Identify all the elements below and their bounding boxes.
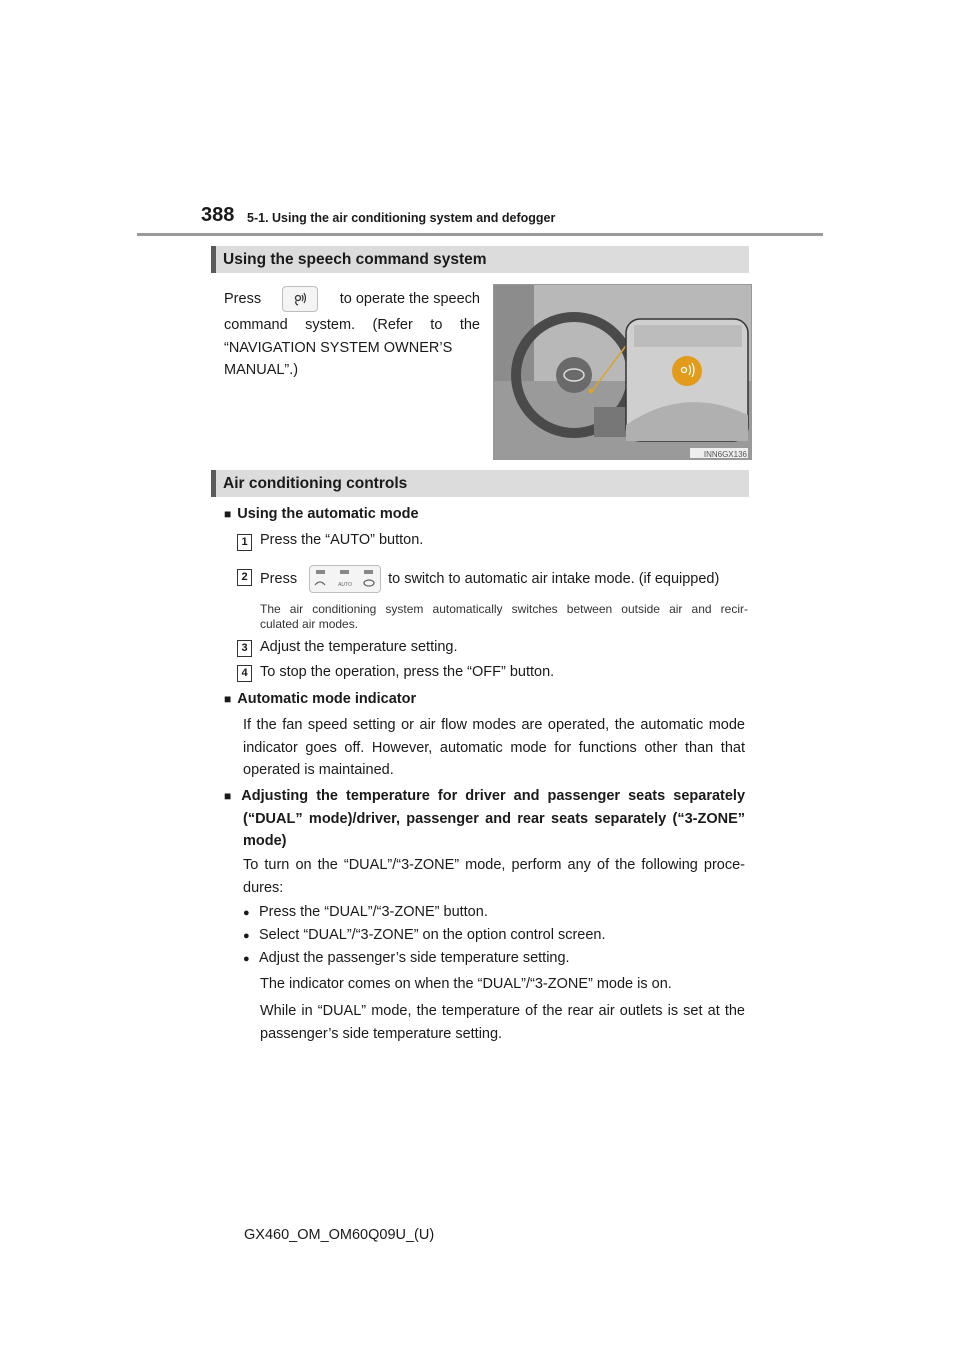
document-code: GX460_OM_OM60Q09U_(U) bbox=[244, 1227, 435, 1243]
dual-intro bbox=[243, 854, 745, 899]
square-bullet-icon: ■ bbox=[224, 507, 232, 521]
step-text: Press the “AUTO” button. bbox=[260, 532, 424, 548]
figure-code: INN6GX136 bbox=[703, 450, 747, 459]
press-word: Press bbox=[260, 570, 298, 587]
indicator-title-text: Automatic mode indicator bbox=[237, 691, 417, 707]
dual-title-line2: (“DUAL” mode)/driver, passenger and rear seats separately (“3-ZONE” bbox=[243, 810, 745, 827]
header-rule bbox=[137, 233, 823, 236]
indicator-line1: If the fan speed setting or air flow modes are operated, the automatic mode bbox=[243, 717, 745, 733]
dual-title bbox=[224, 785, 745, 853]
dual-title-line3: mode) bbox=[243, 833, 287, 849]
dual-title-line1-wrap bbox=[224, 785, 745, 808]
dual-bullet-item bbox=[243, 947, 570, 971]
note-line2: culated air modes. bbox=[260, 617, 359, 631]
dual-title-line1: Adjusting the temperature for driver and passenger seats separately bbox=[241, 788, 746, 804]
round-bullet-icon: ● bbox=[243, 930, 250, 942]
indicator-line2: indicator goes off. However, automatic mode for functions other than that bbox=[243, 739, 745, 756]
indicator-paragraph bbox=[243, 714, 745, 782]
step-number: 4 bbox=[237, 665, 252, 682]
step-rest: to switch to automatic air intake mode. (if equipped) bbox=[388, 570, 720, 587]
auto-label: AUTO bbox=[338, 582, 352, 588]
talk-switch-icon bbox=[283, 287, 317, 311]
speech-line2: command system. (Refer to the bbox=[224, 317, 480, 333]
cockpit-illustration bbox=[493, 284, 752, 460]
speech-line1-rest: to operate the speech bbox=[339, 290, 480, 307]
auto-mode-title-text: Using the automatic mode bbox=[237, 506, 419, 522]
dual-bullet-item bbox=[243, 924, 606, 948]
step-number: 3 bbox=[237, 640, 252, 657]
auto-mode-title bbox=[224, 503, 419, 526]
page-number: 388 bbox=[201, 204, 235, 226]
dual-bullet-text: Adjust the passenger’s side temperature setting. bbox=[259, 950, 570, 966]
dual-note2-line2: passenger’s side temperature setting. bbox=[260, 1025, 503, 1042]
dual-bullet-item bbox=[243, 901, 488, 925]
section-heading-ac: Air conditioning controls bbox=[211, 470, 749, 497]
speech-line4: MANUAL”.) bbox=[224, 362, 299, 378]
square-bullet-icon: ■ bbox=[224, 789, 236, 803]
indicator-line3: operated is maintained. bbox=[243, 762, 394, 778]
auto-mode-note bbox=[260, 602, 748, 632]
cockpit-drawing bbox=[494, 285, 751, 459]
auto-intake-button bbox=[309, 565, 381, 593]
round-bullet-icon: ● bbox=[243, 953, 250, 965]
dual-intro-line2: dures: bbox=[243, 879, 284, 896]
dual-note2 bbox=[260, 1000, 745, 1045]
press-word: Press bbox=[224, 290, 262, 307]
step-text bbox=[260, 565, 719, 593]
square-bullet-icon: ■ bbox=[224, 692, 232, 706]
dual-note1: The indicator comes on when the “DUAL”/“3-ZONE” mode is on. bbox=[260, 976, 672, 992]
indicator-title bbox=[224, 688, 416, 711]
air-intake-icon bbox=[310, 566, 380, 592]
note-line1: The air conditioning system automatically switches between outside air and recir- bbox=[260, 602, 748, 616]
step-text: Adjust the temperature setting. bbox=[260, 639, 458, 655]
chapter-title: 5-1. Using the air conditioning system and defogger bbox=[247, 211, 556, 225]
speech-line3: “NAVIGATION SYSTEM OWNER’S bbox=[224, 339, 453, 356]
step-number: 1 bbox=[237, 534, 252, 551]
dual-intro-line1: To turn on the “DUAL”/“3-ZONE” mode, perform any of the following proce- bbox=[243, 857, 745, 873]
dual-note2-line1: While in “DUAL” mode, the temperature of the rear air outlets is set at the bbox=[260, 1003, 745, 1019]
section-heading-speech: Using the speech command system bbox=[211, 246, 749, 273]
dual-bullet-text: Press the “DUAL”/“3-ZONE” button. bbox=[259, 904, 488, 920]
speech-paragraph bbox=[224, 286, 480, 382]
dual-bullet-text: Select “DUAL”/“3-ZONE” on the option control screen. bbox=[259, 927, 606, 943]
talk-switch-button bbox=[282, 286, 318, 312]
step-number: 2 bbox=[237, 569, 252, 586]
round-bullet-icon: ● bbox=[243, 907, 250, 919]
step-text: To stop the operation, press the “OFF” button. bbox=[260, 664, 555, 680]
